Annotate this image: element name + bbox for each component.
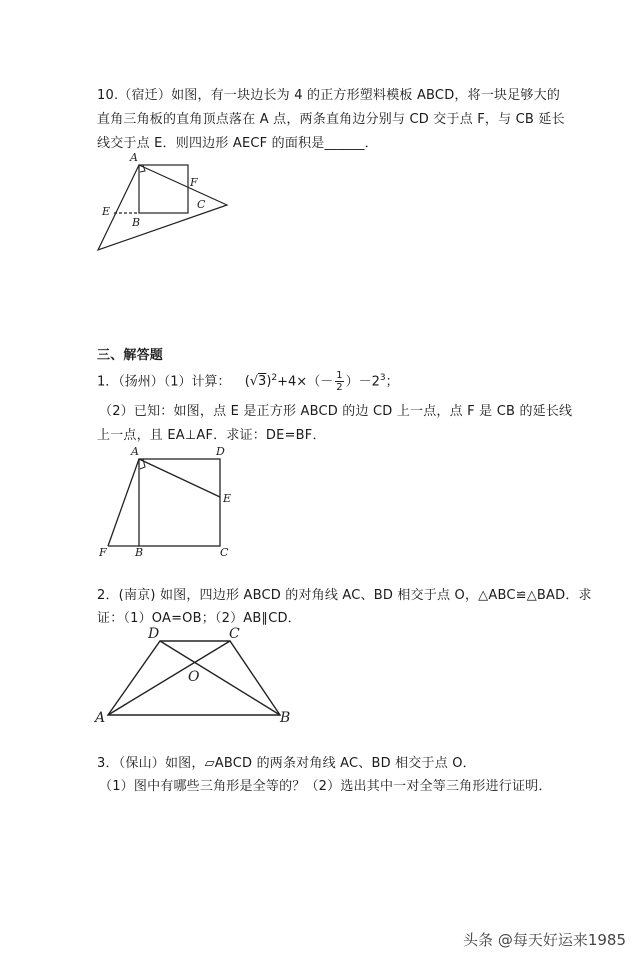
q10-label-B: B (132, 216, 141, 229)
q3-line-1: 3．（保山）如图，▱ABCD 的两条对角线 AC、BD 相交于点 O． (97, 756, 476, 771)
q1-label-E: E (223, 492, 232, 505)
q10-label-F: F (190, 176, 198, 189)
q1-exp3: 3 (379, 373, 386, 383)
section-3-title: 三、解答题 (97, 348, 164, 363)
q1-prefix: 1．（扬州）（1）计算： (97, 374, 231, 390)
q1-semicolon: ； (385, 374, 399, 390)
q10-line-1: 10.（宿迁）如图，有一块边长为 4 的正方形塑料模板 ABCD，将一块足够大的 (97, 88, 561, 103)
q10-label-A: A (130, 151, 138, 164)
q2-diagonal-AC (108, 641, 230, 715)
q2-diagonal-BD (160, 641, 280, 715)
q1-label-F: F (99, 546, 107, 559)
q1-label-A: A (131, 445, 139, 458)
q1-label-B: B (135, 546, 144, 559)
q1-label-C: C (220, 546, 229, 559)
q1-minus2: ）－2 (345, 374, 380, 390)
q1-part2-line-2: 上一点，且 EA⊥AF．求证：DE=BF． (97, 428, 326, 443)
q1-label-D: D (216, 445, 225, 458)
q1-fraction: $\frac{1}{2}$ (336, 370, 343, 394)
q1-part2-line-1: （2）已知：如图，点 E 是正方形 ABCD 的边 CD 上一点，点 F 是 CB 的延长线 (99, 404, 573, 419)
q2-label-A: A (95, 710, 106, 726)
q2-label-O: O (188, 669, 200, 685)
q10-line-2: 直角三角板的直角顶点落在 A 点，两条直角边分别与 CD 交于点 F，与 CB 延长 (97, 112, 565, 127)
q3-line-2: （1）图中有哪些三角形是全等的？（2）选出其中一对全等三角形进行证明． (99, 779, 552, 794)
q10-label-C: C (197, 198, 206, 211)
watermark: 头条 @每天好运来1985 (463, 931, 626, 949)
q1-sqrt-term: (√3) (244, 374, 272, 390)
q2-label-C: C (229, 626, 240, 642)
q10-label-E: E (102, 205, 111, 218)
q2-label-B: B (280, 710, 291, 726)
q2-label-D: D (148, 626, 160, 642)
q1-exp2: 2 (271, 373, 278, 383)
q10-line-3: 线交于点 E．则四边形 AECF 的面积是______． (97, 136, 378, 151)
q1-plus4: +4×（－ (277, 374, 334, 390)
q2-line-2: 证：（1）OA=OB；（2）AB∥CD． (97, 611, 301, 626)
q2-line-1: 2．(南京) 如图，四边形 ABCD 的对角线 AC、BD 相交于点 O，△ABC≌△BAD．求 (97, 588, 592, 603)
